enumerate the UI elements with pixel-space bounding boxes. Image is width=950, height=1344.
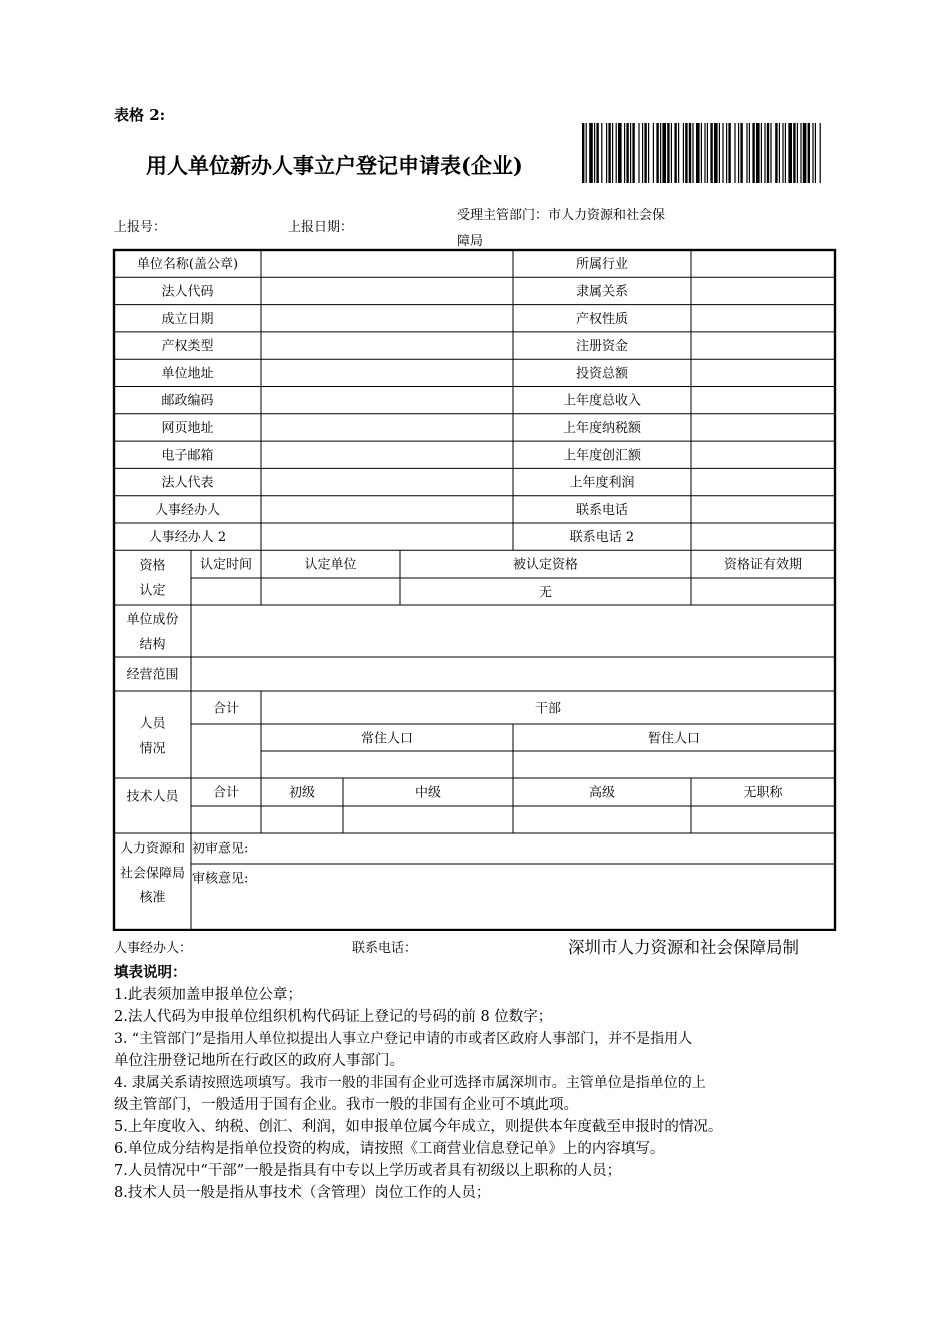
barcode-bar [788,123,792,183]
technical-label: 技术人员 [126,789,179,805]
barcode-bar [746,123,747,183]
barcode-bar [601,123,602,183]
barcode-bar [797,123,798,183]
field-label-2: 成立日期 [161,311,214,327]
qualification-value: 无 [538,585,553,601]
barcode-bar [785,123,786,183]
notes-list [114,984,722,1204]
table-grid [114,250,835,930]
note-line: 5.上年度收入、纳税、创汇、利润，如申报单位属今年成立，则提供本年度截至申报时的情况。 [114,1119,723,1135]
page-title: 用人单位新办人事立户登记申请表(企业) [146,153,523,178]
field-label-9: 人事经办人 [154,502,221,518]
field-label-right-1: 隶属关系 [575,284,629,300]
field-label-right-6: 上年度纳税额 [562,420,642,436]
barcode-bar [689,123,691,183]
business-scope-label: 经营范围 [126,667,179,683]
barcode-bar [756,123,760,183]
barcode-bar [660,123,661,183]
barcode-bar [616,123,617,183]
barcode-bar [656,123,658,183]
barcode-bar [808,123,810,183]
report-no-label: 上报号： [114,220,167,235]
barcode-bar [642,123,643,183]
barcode-bar [644,123,646,183]
personnel-temporary: 暂住人口 [647,731,701,747]
barcode-bar [800,123,801,183]
barcode-bar [582,123,584,183]
barcode-bar [738,123,739,183]
field-label-1: 法人代码 [161,284,214,300]
personnel-cadre: 干部 [534,701,562,717]
barcode-bar [606,123,607,183]
barcode-bar [618,123,622,183]
barcode-bar [767,123,769,183]
barcode-bar [803,123,807,183]
field-label-right-4: 投资总额 [575,366,629,382]
qualification-header-0: 认定时间 [199,557,253,573]
qualification-header-1: 认定单位 [304,557,357,573]
personnel-total: 合计 [212,701,240,717]
barcode-bar [586,123,587,183]
footer-phone-label: 联系电话： [352,941,418,956]
barcode-bar [714,123,718,183]
footer-issuer: 深圳市人力资源和社会保障局制 [568,938,799,957]
field-label-right-5: 上年度总收入 [562,393,642,409]
personnel-permanent: 常住人口 [360,731,414,747]
personnel-label: 人员 [139,716,166,732]
approval-label: 人力资源和 [119,841,186,857]
qualification-label: 认定 [139,583,166,599]
technical-header-0: 合计 [212,785,240,801]
barcode-bar [740,123,742,183]
barcode-bar [770,123,771,183]
field-label-3: 产权类型 [161,339,214,355]
final-review-label: 审核意见: [192,871,249,887]
note-line: 2.法人代码为申报单位组织机构代码证上登记的号码的前 8 位数字； [114,1009,553,1025]
composition-label: 单位成份 [126,612,179,628]
field-label-10: 人事经办人 2 [148,530,227,546]
form-label: 表格 2: [114,106,166,124]
barcode-graphic [582,123,822,183]
barcode-bar [710,123,712,183]
barcode-bar [667,123,669,183]
barcode-bar [671,123,672,183]
note-line: 4. 隶属关系请按照选项填写。我市一般的非国有企业可选择市属深圳市。主管单位是指单位的上 [114,1075,706,1091]
note-line: 1.此表须加盖申报单位公章； [114,987,302,1003]
barcode-bar [815,123,816,183]
approval-label: 核准 [139,890,166,906]
field-label-right-9: 联系电话 [575,502,629,518]
barcode-bar [648,123,649,183]
barcode-bar [596,123,598,183]
barcode-bar [626,123,628,183]
barcode-bar [632,123,634,183]
barcode-bar [752,123,754,183]
qualification-header-2: 被认定资格 [512,557,579,573]
field-label-4: 单位地址 [161,366,214,382]
field-label-0: 单位名称(盖公章) [136,257,239,273]
barcode-bar [685,123,687,183]
initial-review-label: 初审意见: [192,841,249,857]
field-label-right-0: 所属行业 [575,257,629,273]
dept-label-line2: 障局 [457,234,484,249]
qualification-label: 资格 [139,558,166,574]
barcode-bar [707,123,708,183]
barcode-bar [594,123,595,183]
barcode-bar [701,123,702,183]
field-label-5: 邮政编码 [161,393,214,409]
barcode-bar [775,123,777,183]
field-label-right-7: 上年度创汇额 [562,448,642,464]
table-border [114,250,835,930]
barcode-bar [761,123,762,183]
field-label-8: 法人代表 [161,475,214,491]
field-label-right-2: 产权性质 [575,311,629,327]
barcode-bar [782,123,783,183]
technical-header-4: 无职称 [743,785,783,801]
barcode-bar [764,123,765,183]
barcode-bar [793,123,795,183]
approval-label: 社会保障局 [119,866,186,882]
barcode-bar [612,123,613,183]
barcode-bar [734,123,735,183]
barcode-bar [722,123,723,183]
dept-label-line1: 受理主管部门：市人力资源和社会保 [457,208,666,223]
barcode-bar [696,123,700,183]
barcode-bar [683,123,684,183]
barcode-bar [678,123,679,183]
barcode-bar [589,123,593,183]
barcode-bar [812,123,813,183]
field-label-right-3: 注册资金 [575,339,629,355]
barcode-bar [674,123,676,183]
report-date-label: 上报日期： [288,220,354,235]
note-line: 级主管部门，一般适用于国有企业。我市一般的非国有企业可不填此项。 [114,1097,578,1113]
barcode-bar [630,123,631,183]
footer-handler-label: 人事经办人： [114,941,193,956]
field-label-7: 电子邮箱 [161,448,214,464]
note-line: 7.人员情况中“干部”一般是指具有中专以上学历或者具有初级以上职称的人员； [114,1163,622,1179]
barcode-bar [692,123,693,183]
barcode-bar [662,123,666,183]
technical-header-3: 高级 [588,785,616,801]
registration-table [112,248,837,931]
note-line: 8.技术人员一般是指从事技术（含管理）岗位工作的人员； [114,1185,491,1201]
field-label-right-8: 上年度利润 [569,475,635,491]
personnel-label: 情况 [139,741,166,757]
barcode-bar [749,123,750,183]
barcode-bar [719,123,720,183]
note-line: 3. “主管部门”是指用人单位拟提出人事立户登记申请的市或者区政府人事部门，并不是指用人 [114,1031,693,1047]
notes-title: 填表说明： [114,964,187,981]
barcode-bar [624,123,625,183]
table-labels [120,256,802,905]
barcode-bar [820,123,821,183]
technical-header-1: 初级 [288,785,316,801]
note-line: 6.单位成分结构是指单位投资的构成，请按照《工商营业信息登记单》上的内容填写。 [114,1141,665,1157]
qualification-header-3: 资格证有效期 [723,557,803,573]
barcode-bar [638,123,639,183]
barcode-bar [608,123,610,183]
field-label-6: 网页地址 [161,420,214,436]
composition-label: 结构 [139,637,166,653]
technical-header-2: 中级 [414,785,442,801]
note-line: 单位注册登记地所在行政区的政府人事部门。 [114,1053,404,1069]
barcode-bar [726,123,727,183]
field-label-right-10: 联系电话 2 [569,530,635,546]
barcode-bar [779,123,780,183]
barcode-bar [728,123,730,183]
barcode-bar [704,123,705,183]
barcode-bar [653,123,654,183]
barcode [582,123,822,183]
